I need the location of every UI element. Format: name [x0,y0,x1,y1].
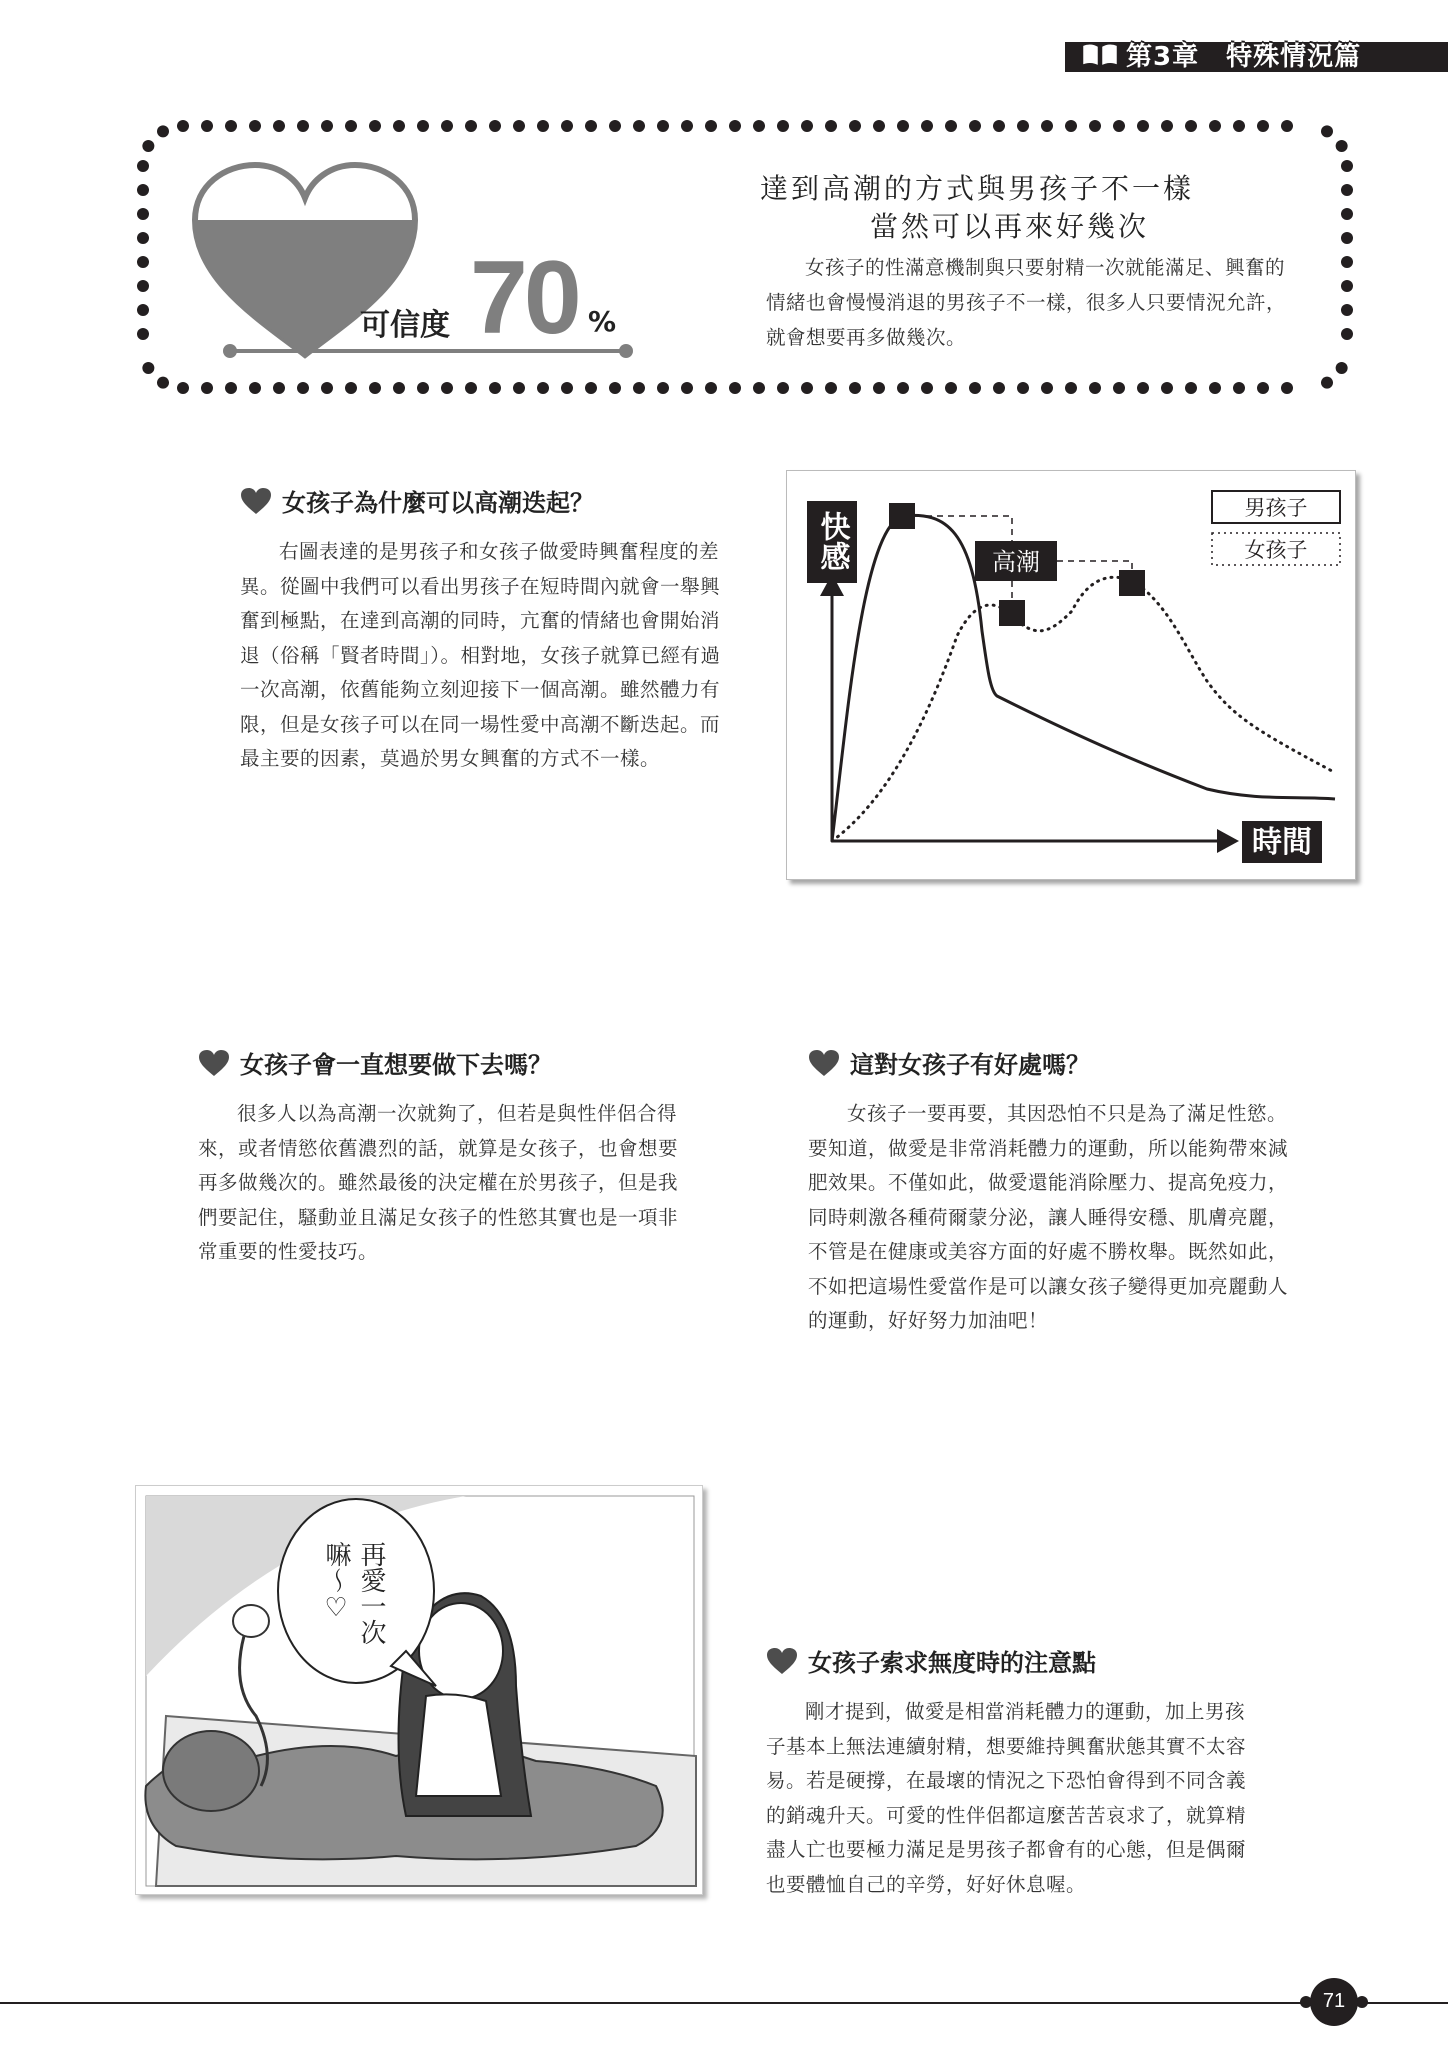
frame-dot [142,362,154,374]
frame-dot [465,120,477,132]
x-axis-arrow [1217,829,1239,853]
female-peak-2-marker [1119,570,1145,596]
frame-dot [1017,120,1029,132]
climax-connector-male [915,516,1012,541]
frame-dot [157,125,169,137]
excitement-chart [786,470,1356,880]
frame-dot [417,120,429,132]
section-2-title-text: 女孩子會一直想要做下去嗎？ [240,1051,552,1079]
frame-dot [249,120,261,132]
frame-dot [1341,208,1353,220]
frame-dot [201,382,213,394]
x-axis-label: 時間 [1252,825,1312,860]
credibility-headline [760,170,1280,246]
chapter-tab [1080,34,1361,74]
frame-dot [137,328,149,340]
frame-dot [729,382,741,394]
frame-dot [1281,382,1293,394]
page-number: 71 [1322,1990,1346,2012]
frame-dot [369,382,381,394]
frame-dot [1209,382,1221,394]
frame-dot [921,382,933,394]
frame-dot [537,382,549,394]
frame-dot [825,120,837,132]
frame-dot [345,120,357,132]
frame-dot [1209,120,1221,132]
frame-dot [849,120,861,132]
frame-dot [137,232,149,244]
frame-dot [873,382,885,394]
frame-dot [249,382,261,394]
frame-dot [441,120,453,132]
section-1-title-text: 女孩子為什麼可以高潮迭起？ [282,489,594,517]
frame-dot [969,120,981,132]
heart-bullet-icon [766,1647,798,1675]
frame-dot [753,382,765,394]
frame-dot [1089,382,1101,394]
frame-dot [777,382,789,394]
frame-dot [801,120,813,132]
frame-dot [297,120,309,132]
frame-dot [1017,382,1029,394]
frame-dot [177,382,189,394]
frame-dot [417,382,429,394]
frame-dot [201,120,213,132]
frame-dot [921,120,933,132]
frame-dot [609,120,621,132]
frame-dot [1185,382,1197,394]
frame-dot [157,377,169,389]
book-icon [1080,39,1120,69]
frame-dot [969,382,981,394]
frame-dot [137,160,149,172]
frame-dot [945,382,957,394]
frame-dot [1089,120,1101,132]
frame-dot [1321,125,1333,137]
illustration-art [136,1486,704,1896]
frame-dot [753,120,765,132]
frame-dot [465,382,477,394]
section-4-title-text: 女孩子索求無度時的注意點 [808,1649,1096,1677]
frame-dot [1341,184,1353,196]
frame-dot [993,120,1005,132]
frame-dot [1341,328,1353,340]
credibility-label: 可信度 [360,308,450,343]
frame-dot [897,120,909,132]
heart-bullet-icon [198,1049,230,1077]
frame-dot [633,120,645,132]
headline-line-2: 當然可以再來好幾次 [870,210,1150,243]
frame-dot [825,382,837,394]
frame-dot [441,382,453,394]
frame-dot [585,382,597,394]
frame-dot [1185,120,1197,132]
frame-dot [1341,304,1353,316]
frame-dot [729,120,741,132]
frame-dot [393,382,405,394]
chapter-title: 第3章 特殊情況篇 [1126,41,1362,72]
frame-dot [1257,382,1269,394]
climax-annotation: 高潮 [992,548,1040,576]
credibility-value: 70 [470,240,578,356]
heart-bullet-icon [240,487,272,515]
frame-dot [1341,256,1353,268]
frame-dot [345,382,357,394]
frame-dot [873,120,885,132]
frame-dot [513,120,525,132]
frame-dot [561,120,573,132]
female-peak-1-marker [999,600,1025,626]
frame-dot [225,382,237,394]
section-2-body: 很多人以為高潮一次就夠了，但若是與性伴侶合得來，或者情慾依舊濃烈的話，就算是女孩子，也會想要再多做幾次的。雖然最後的決定權在於男孩子，但是我們要記住，騷動並且滿足女孩子的性慾其實也是一項非常重要的性愛技巧。 [198,1102,679,1263]
credibility-underline [222,340,634,362]
frame-dot [1113,120,1125,132]
section-3-body: 女孩子一要再要，其因恐怕不只是為了滿足性慾。要知道，做愛是非常消耗體力的運動，所以能夠帶來減肥效果。不僅如此，做愛還能消除壓力、提高免疫力，同時刺激各種荷爾蒙分泌，讓人睡得安穩、肌膚亮麗，不管是在健康或美容方面的好處不勝枚舉。既然如此，不如把這場性愛當作是可以讓女孩子變得更加亮麗動人的運動，好好努力加油吧！ [808,1102,1289,1332]
frame-dot [705,120,717,132]
frame-dot [1281,120,1293,132]
frame-dot [177,120,189,132]
section-4-body: 剛才提到，做愛是相當消耗體力的運動，加上男孩子基本上無法連續射精，想要維持興奮狀態其實不太容易。若是硬撐，在最壞的情況之下恐怕會得到不同含義的銷魂升天。可愛的性伴侶都這麼苦苦哀求了，就算精盡人亡也要極力滿足是男孩子都會有的心態，但是偶爾也要體恤自己的辛勞，好好休息喔。 [766,1700,1247,1896]
frame-dot [897,382,909,394]
frame-dot [142,140,154,152]
frame-dot [801,382,813,394]
section-1-title [240,483,594,518]
frame-dot [369,120,381,132]
section-3-title-text: 這對女孩子有好處嗎？ [850,1051,1090,1079]
frame-dot [561,382,573,394]
section-4-title [766,1643,1096,1678]
frame-dot [681,382,693,394]
credibility-body: 女孩子的性滿意機制與只要射精一次就能滿足、興奮的情緒也會慢慢消退的男孩子不一樣，很多人只要情況允許，就會想要再多做幾次。 [766,256,1287,349]
frame-dot [1161,120,1173,132]
speech-bubble-line-2: 嘛～♡ [321,1541,351,1623]
frame-dot [137,304,149,316]
chart-canvas [787,471,1357,881]
frame-dot [1341,280,1353,292]
section-1-body: 右圖表達的是男孩子和女孩子做愛時興奮程度的差異。從圖中我們可以看出男孩子在短時間內就會一舉興奮到極點，在達到高潮的同時，亢奮的情緒也會開始消退（俗稱「賢者時間」）。相對地，女孩子就算已經有過一次高潮，依舊能夠立刻迎接下一個高潮。雖然體力有限，但是女孩子可以在同一場性愛中高潮不斷迭起。而最主要的因素，莫過於男女興奮的方式不一樣。 [240,540,721,770]
frame-dot [137,184,149,196]
frame-dot [1321,377,1333,389]
frame-dot [321,120,333,132]
legend-female-label: 女孩子 [1244,538,1308,562]
frame-dot [297,382,309,394]
frame-dot [137,256,149,268]
frame-dot [137,208,149,220]
frame-dot [1137,120,1149,132]
frame-dot [1233,120,1245,132]
frame-dot [681,120,693,132]
frame-dot [273,120,285,132]
heart-bullet-icon [808,1049,840,1077]
frame-dot [1137,382,1149,394]
footer-rule [0,2002,1448,2004]
frame-dot [321,382,333,394]
frame-dot [1065,382,1077,394]
frame-dot [777,120,789,132]
y-axis-label: 快感 [814,511,850,571]
credibility-unit: % [588,305,617,338]
frame-dot [1341,160,1353,172]
frame-dot [993,382,1005,394]
series-female-line [832,577,1332,841]
climax-connector-female [1057,561,1132,570]
frame-dot [657,382,669,394]
frame-dot [1336,140,1348,152]
frame-dot [1065,120,1077,132]
frame-dot [1161,382,1173,394]
frame-dot [1341,232,1353,244]
male-peak-marker [889,503,915,529]
section-2-title [198,1045,552,1080]
frame-dot [1233,382,1245,394]
frame-dot [609,382,621,394]
frame-dot [585,120,597,132]
frame-dot [1336,362,1348,374]
frame-dot [633,382,645,394]
frame-dot [1257,120,1269,132]
frame-dot [489,120,501,132]
frame-dot [393,120,405,132]
frame-dot [273,382,285,394]
frame-dot [849,382,861,394]
frame-dot [1041,382,1053,394]
frame-dot [489,382,501,394]
speech-bubble-line-1: 再愛一次 [356,1541,386,1645]
headline-line-1: 達到高潮的方式與男孩子不一樣 [760,172,1195,205]
frame-dot [705,382,717,394]
frame-dot [1113,382,1125,394]
frame-dot [137,280,149,292]
frame-dot [537,120,549,132]
frame-dot [513,382,525,394]
frame-dot [225,120,237,132]
frame-dot [657,120,669,132]
frame-dot [1041,120,1053,132]
legend-male-label: 男孩子 [1244,496,1308,520]
frame-dot [945,120,957,132]
section-3-title [808,1045,1090,1080]
manga-illustration [135,1485,703,1895]
